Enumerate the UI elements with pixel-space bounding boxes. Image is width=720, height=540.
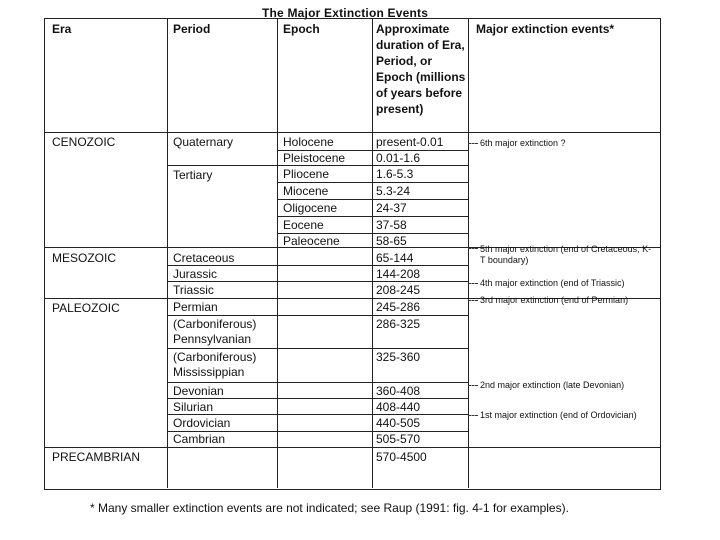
- event-arrow: [468, 300, 478, 301]
- duration-permian: 245-286: [376, 300, 421, 314]
- header-duration: Approximate duration of Era, Period, or Epoch (millions of years before present): [376, 22, 466, 116]
- epoch-holocene: Holocene: [283, 135, 334, 149]
- event-1st: 1st major extinction (end of Ordovician): [480, 410, 637, 420]
- event-arrow: [468, 415, 478, 416]
- duration-pleistocene: 0.01-1.6: [376, 151, 421, 165]
- row-line: [277, 216, 468, 217]
- period-mississippian: (Carboniferous) Mississippian: [173, 350, 257, 379]
- duration-jurassic: 144-208: [376, 267, 421, 281]
- duration-devonian: 360-408: [376, 384, 421, 398]
- header-period: Period: [173, 22, 211, 36]
- col-divider-period: [167, 18, 168, 488]
- epoch-paleocene: Paleocene: [283, 234, 340, 248]
- era-paleozoic: PALEOZOIC: [52, 301, 120, 315]
- duration-mississippian: 325-360: [376, 350, 421, 364]
- period-ordovician: Ordovician: [173, 416, 231, 430]
- table-title: The Major Extinction Events: [262, 6, 429, 20]
- event-4th: 4th major extinction (end of Triassic): [480, 278, 625, 288]
- header-epoch: Epoch: [283, 22, 320, 36]
- event-arrow: [468, 143, 478, 144]
- duration-miocene: 5.3-24: [376, 184, 411, 198]
- period-permian: Permian: [173, 300, 218, 314]
- period-tertiary: Tertiary: [173, 168, 213, 182]
- period-cretaceous: Cretaceous: [173, 251, 235, 265]
- duration-precambrian: 570-4500: [376, 450, 427, 464]
- row-line: [167, 315, 468, 316]
- epoch-oligocene: Oligocene: [283, 201, 338, 215]
- period-pennsylvanian: (Carboniferous) Pennsylvanian: [173, 317, 257, 346]
- event-3rd: 3rd major extinction (end of Permian): [480, 295, 629, 305]
- duration-cambrian: 505-570: [376, 432, 421, 446]
- header-events: Major extinction events*: [476, 22, 615, 36]
- event-arrow: [468, 385, 478, 386]
- period-devonian: Devonian: [173, 384, 224, 398]
- header-bottom-line: [44, 132, 660, 133]
- col-divider-events: [468, 18, 469, 488]
- event-6th: 6th major extinction ?: [480, 138, 566, 148]
- event-5th: 5th major extinction (end of Cretaceous; K-T boundary): [480, 244, 652, 265]
- row-line: [277, 182, 468, 183]
- col-divider-epoch: [277, 18, 278, 488]
- duration-paleocene: 58-65: [376, 234, 407, 248]
- epoch-pliocene: Pliocene: [283, 167, 330, 181]
- epoch-pleistocene: Pleistocene: [283, 151, 346, 165]
- duration-silurian: 408-440: [376, 400, 421, 414]
- event-2nd: 2nd major extinction (late Devonian): [480, 380, 625, 390]
- epoch-eocene: Eocene: [283, 218, 324, 232]
- period-silurian: Silurian: [173, 400, 214, 414]
- duration-eocene: 37-58: [376, 218, 407, 232]
- precambrian-line: [44, 447, 660, 448]
- col-divider-duration: [372, 18, 373, 488]
- duration-pliocene: 1.6-5.3: [376, 167, 414, 181]
- row-line: [167, 382, 468, 383]
- period-quaternary: Quaternary: [173, 135, 234, 149]
- duration-pennsylvanian: 286-325: [376, 317, 421, 331]
- row-line: [277, 199, 468, 200]
- epoch-miocene: Miocene: [283, 184, 329, 198]
- duration-cretaceous: 65-144: [376, 251, 414, 265]
- duration-holocene: present-0.01: [376, 135, 444, 149]
- event-arrow: [468, 248, 478, 249]
- period-jurassic: Jurassic: [173, 267, 218, 281]
- event-arrow: [468, 283, 478, 284]
- duration-oligocene: 24-37: [376, 201, 407, 215]
- era-precambrian: PRECAMBRIAN: [52, 450, 141, 464]
- row-line: [167, 348, 468, 349]
- header-era: Era: [52, 22, 72, 36]
- era-cenozoic: CENOZOIC: [52, 135, 116, 149]
- footnote: * Many smaller extinction events are not indicated; see Raup (1991: fig. 4-1 for examples).: [90, 501, 569, 515]
- duration-ordovician: 440-505: [376, 416, 421, 430]
- era-mesozoic: MESOZOIC: [52, 251, 117, 265]
- duration-triassic: 208-245: [376, 283, 421, 297]
- period-triassic: Triassic: [173, 283, 214, 297]
- period-cambrian: Cambrian: [173, 432, 226, 446]
